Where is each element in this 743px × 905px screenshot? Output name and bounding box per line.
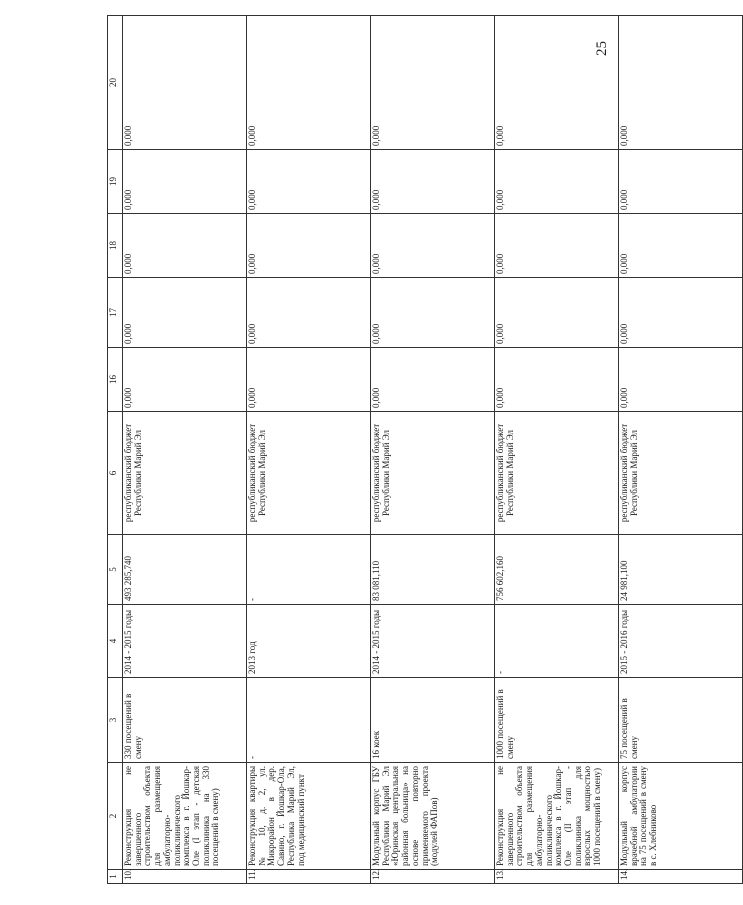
table-row bbox=[123, 16, 247, 884]
value-col-17: 0,000 bbox=[495, 278, 619, 348]
rotated-document-table bbox=[107, 16, 659, 884]
capacity: - bbox=[247, 678, 371, 763]
value-col-20: 0,000 bbox=[371, 16, 495, 150]
value-col-20: 0,000 bbox=[247, 16, 371, 150]
table-row bbox=[495, 16, 619, 884]
column-header: 2 bbox=[108, 763, 123, 870]
value-col-19: 0,000 bbox=[619, 150, 743, 214]
header-row bbox=[108, 16, 123, 884]
value-col-16: 0,000 bbox=[371, 348, 495, 412]
column-header: 16 bbox=[108, 348, 123, 412]
estimated-cost: 83 081,110 bbox=[371, 535, 495, 605]
value-col-20: 0,000 bbox=[619, 16, 743, 150]
column-header: 1 bbox=[108, 870, 123, 884]
column-header: 5 bbox=[108, 535, 123, 605]
funding-source: республиканский бюджет Республики Марий Эл bbox=[619, 412, 743, 535]
value-col-19: 0,000 bbox=[371, 150, 495, 214]
period: 2015 - 2016 годы bbox=[619, 605, 743, 678]
row-number: 12. bbox=[371, 870, 495, 884]
page-number: 25 bbox=[594, 41, 610, 56]
period: 2014 - 2015 годы bbox=[123, 605, 247, 678]
value-col-17: 0,000 bbox=[247, 278, 371, 348]
funding-source: республиканский бюджет Республики Марий Эл bbox=[247, 412, 371, 535]
object-name: Модульный корпус ГБУ Республики Марий Эл «Юринская центральная районная больница» на основе повторно применяемого проекта (модулей ФАПов) bbox=[371, 763, 495, 870]
value-col-19: 0,000 bbox=[495, 150, 619, 214]
object-name: Реконструкция не завершенного строительством объекта для размещения амбулаторно-поликлинического комплекса в г. Йошкар-Оле (I этап - детская поликлиника на 330 посещений в смену) bbox=[123, 763, 247, 870]
value-col-18: 0,000 bbox=[619, 214, 743, 278]
value-col-18: 0,000 bbox=[371, 214, 495, 278]
value-col-17: 0,000 bbox=[371, 278, 495, 348]
estimated-cost: 493 285,740 bbox=[123, 535, 247, 605]
column-header: 17 bbox=[108, 278, 123, 348]
value-col-20: 0,000 bbox=[123, 16, 247, 150]
estimated-cost: 756 602,160 bbox=[495, 535, 619, 605]
value-col-16: 0,000 bbox=[123, 348, 247, 412]
funding-source: республиканский бюджет Республики Марий Эл bbox=[495, 412, 619, 535]
funding-source: республиканский бюджет Республики Марий Эл bbox=[371, 412, 495, 535]
capacity: 16 коек bbox=[371, 678, 495, 763]
value-col-16: 0,000 bbox=[247, 348, 371, 412]
estimated-cost: - bbox=[247, 535, 371, 605]
value-col-17: 0,000 bbox=[619, 278, 743, 348]
objects-table bbox=[107, 15, 743, 884]
period: 2013 год bbox=[247, 605, 371, 678]
object-name: Реконструкция не завершенного строительством объекта для размещения амбулаторно-поликлинического комплекса в г. Йошкар-Оле (II этап - поликлиника для взрослых мощностью 1000 посещений в смену) bbox=[495, 763, 619, 870]
value-col-18: 0,000 bbox=[247, 214, 371, 278]
period: 2014 - 2015 годы bbox=[371, 605, 495, 678]
value-col-20: 0,000 bbox=[495, 16, 619, 150]
column-header: 6 bbox=[108, 412, 123, 535]
period: - bbox=[495, 605, 619, 678]
row-number: 13. bbox=[495, 870, 619, 884]
estimated-cost: 24 981,100 bbox=[619, 535, 743, 605]
table-row bbox=[619, 16, 743, 884]
value-col-19: 0,000 bbox=[247, 150, 371, 214]
row-number: 10. bbox=[123, 870, 247, 884]
column-header: 3 bbox=[108, 678, 123, 763]
object-name: Реконструкция квартиры № 10, д. 2, ул. Микрорайон в дер. Савино, г. Йошкар-Ола, Республика Марий Эл, под медицинский пункт bbox=[247, 763, 371, 870]
table-row bbox=[247, 16, 371, 884]
object-name: Модульный корпус врачебной амбулатории на 75 посещений в смену в с. Хлебниково bbox=[619, 763, 743, 870]
value-col-18: 0,000 bbox=[123, 214, 247, 278]
value-col-18: 0,000 bbox=[495, 214, 619, 278]
column-header: 18 bbox=[108, 214, 123, 278]
funding-source: республиканский бюджет Республики Марий Эл bbox=[123, 412, 247, 535]
column-header: 19 bbox=[108, 150, 123, 214]
row-number: 11. bbox=[247, 870, 371, 884]
capacity: 330 посещений в смену bbox=[123, 678, 247, 763]
capacity: 1000 посещений в смену bbox=[495, 678, 619, 763]
value-col-17: 0,000 bbox=[123, 278, 247, 348]
column-header: 20 bbox=[108, 16, 123, 150]
value-col-16: 0,000 bbox=[495, 348, 619, 412]
value-col-16: 0,000 bbox=[619, 348, 743, 412]
value-col-19: 0,000 bbox=[123, 150, 247, 214]
row-number: 14. bbox=[619, 870, 743, 884]
capacity: 75 посещений в смену bbox=[619, 678, 743, 763]
table-row bbox=[371, 16, 495, 884]
column-header: 4 bbox=[108, 605, 123, 678]
